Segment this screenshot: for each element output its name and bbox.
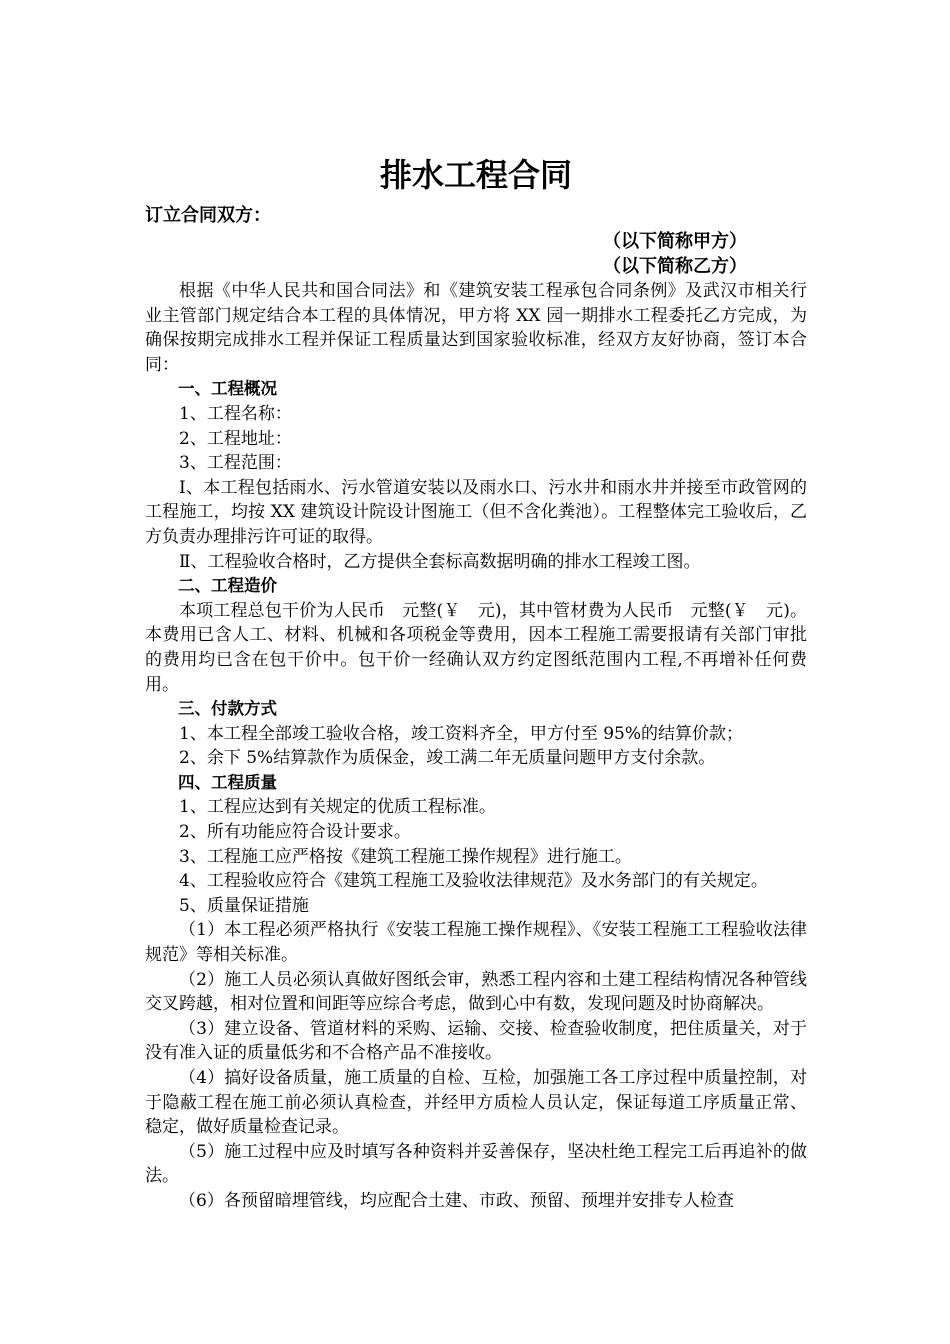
section-heading-price: 二、工程造价 [178,576,277,596]
quality-measure-4: （4）搞好设备质量，施工质量的自检、互检，加强施工各工序过程中质量控制，对于隐蔽工程在施工前必须认真检查，并经甲方质检人员认定，保证每道工序质量正常、稳定，做好质量检查记录。 [145,1068,807,1138]
scope-item-i: Ⅰ、本工程包括雨水、污水管道安装以及雨水口、污水井和雨水井并接至市政管网的工程施工，均按 XX 建筑设计院设计图施工（但不含化粪池）。工程整体完工验收后，乙方负责办理排污许可证的取得。 [145,477,807,547]
quality-measure-3: （3）建立设备、管道材料的采购、运输、交接、检查验收制度，把住质量关，对于没有准入证的质量低劣和不合格产品不准接收。 [145,1018,807,1064]
section-heading-overview: 一、工程概况 [178,379,277,399]
scope-item-ii: Ⅱ、工程验收合格时，乙方提供全套标高数据明确的排水工程竣工图。 [179,551,701,572]
payment-item-1: 1、本工程全部竣工验收合格，竣工资料齐全，甲方付至 95%的结算价款； [179,723,744,744]
quality-item-1: 1、工程应达到有关规定的优质工程标准。 [179,797,496,818]
section-heading-quality: 四、工程质量 [178,772,277,792]
party-b-line: （以下简称乙方） [603,256,747,277]
party-a-line: （以下简称甲方） [603,231,747,252]
quality-item-4: 4、工程验收应符合《建筑工程施工及验收法律规范》及水务部门的有关规定。 [179,871,768,892]
quality-item-5: 5、质量保证措施 [179,895,309,916]
document-title: 排水工程合同 [379,156,572,194]
quality-measure-6: （6）各预留暗埋管线，均应配合土建、市政、预留、预埋并安排专人检查 [179,1190,734,1211]
payment-item-2: 2、余下 5%结算款作为质保金，竣工满二年无质量问题甲方支付余款。 [179,748,716,769]
intro-paragraph: 根据《中华人民共和国合同法》和《建筑安装工程承包合同条例》及武汉市相关行业主管部门规定结合本工程的具体情况，甲方将 XX 园一期排水工程委托乙方完成，为确保按期完成排水工程并保证工程质量达到国家验收标准，经双方友好协商，签订本合同： [145,281,807,375]
project-name-line: 1、工程名称： [179,403,292,424]
quality-measure-2: （2）施工人员必须认真做好图纸会审，熟悉工程内容和土建工程结构情况各种管线交叉跨越，相对位置和间距等应综合考虑，做到心中有数，发现问题及时协商解决。 [145,969,807,1015]
parties-heading: 订立合同双方： [145,205,271,226]
project-scope-line: 3、工程范围： [179,453,292,474]
quality-measure-5: （5）施工过程中应及时填写各种资料并妥善保存，坚决杜绝工程完工后再追补的做法。 [145,1141,807,1187]
quality-measure-1: （1）本工程必须严格执行《安装工程施工操作规程》、《安装工程施工工程验收法律规范》等相关标准。 [145,920,807,966]
quality-item-3: 3、工程施工应严格按《建筑工程施工操作规程》进行施工。 [179,846,632,867]
project-address-line: 2、工程地址： [179,428,292,449]
document-body [145,150,807,1214]
price-paragraph: 本项工程总包干价为人民币 元整(￥ 元)，其中管材费为人民币 元整(￥ 元)。本费用已含人工、材料、机械和各项税金等费用，因本工程施工需要报请有关部门审批的费用均已含在包干价中。包干价一经确认双方约定图纸范围内工程,不再增补任何费用。 [145,600,807,695]
section-heading-payment: 三、付款方式 [178,699,277,719]
quality-item-2: 2、所有功能应符合设计要求。 [179,822,411,843]
